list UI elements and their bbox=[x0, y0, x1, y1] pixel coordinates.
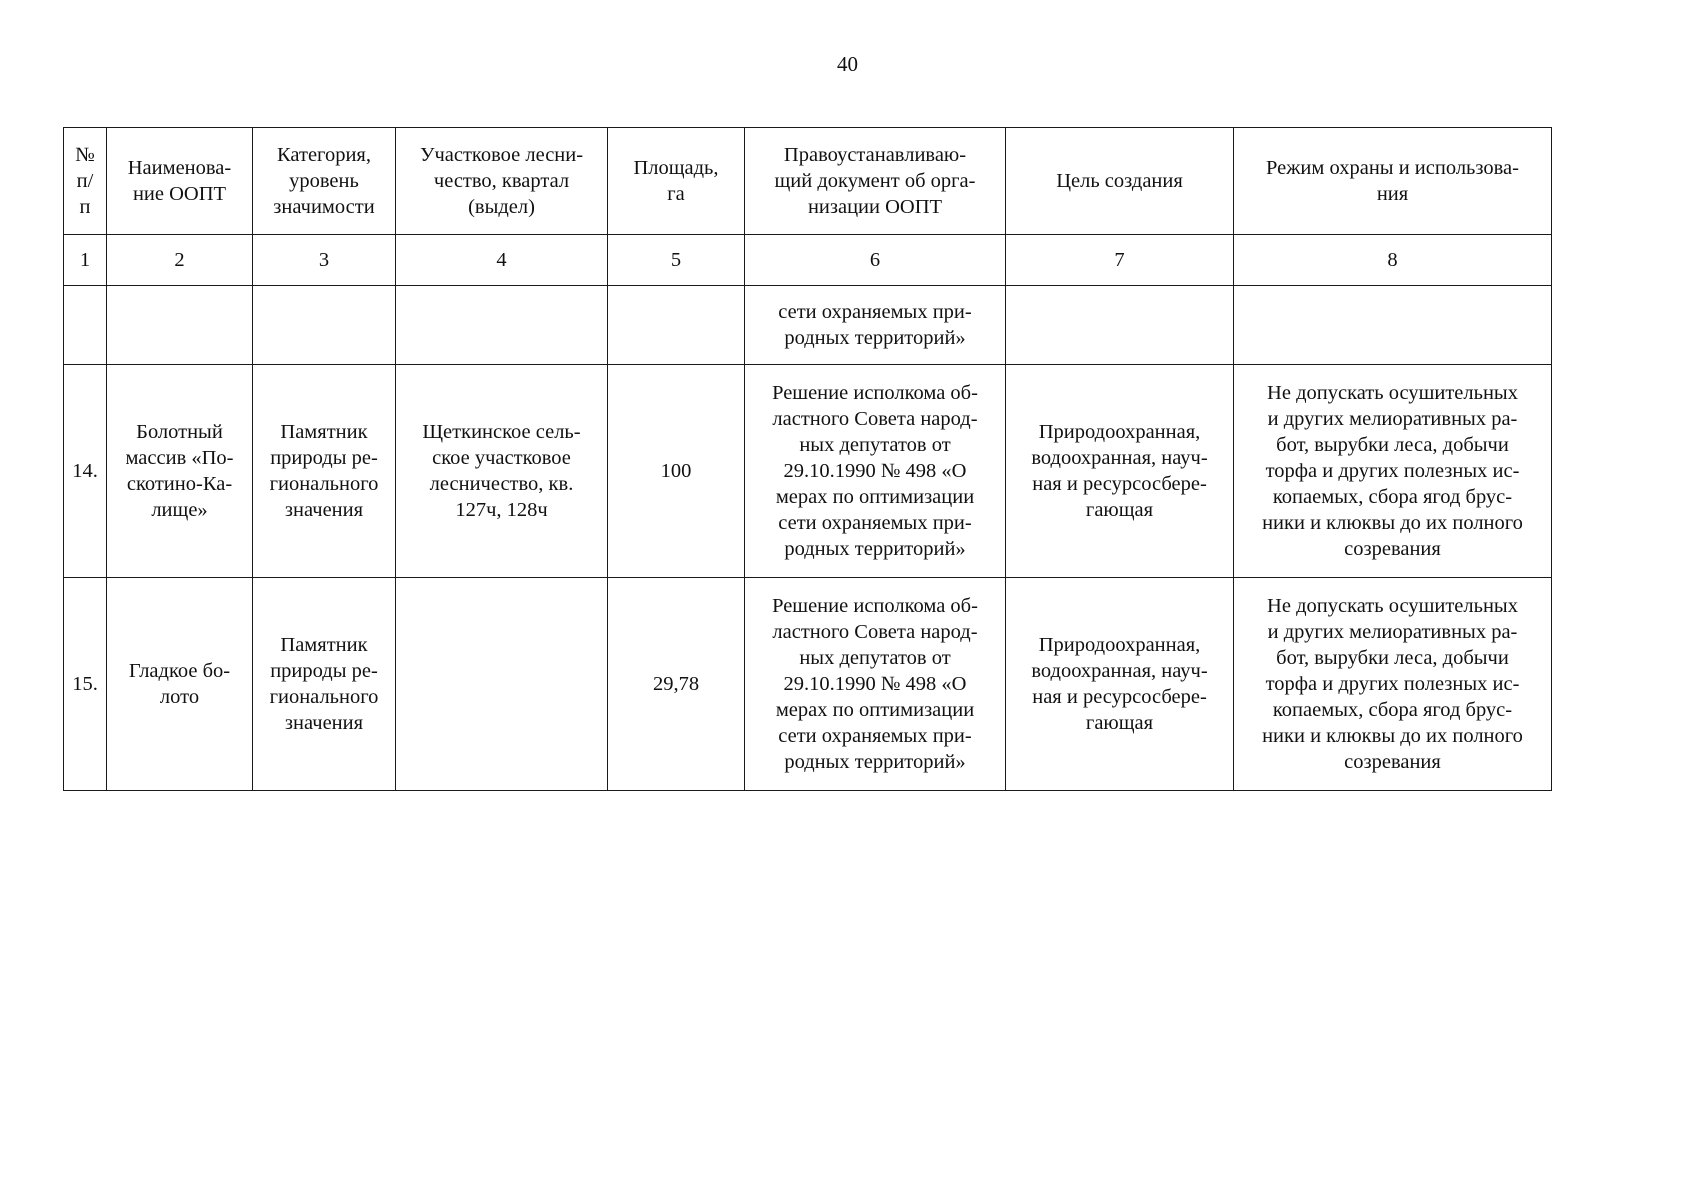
cell-text-line: ние ООПТ bbox=[132, 183, 227, 205]
column-number: 6 bbox=[745, 235, 1006, 286]
cell-text-line: гающая bbox=[1085, 712, 1154, 735]
empty-cell bbox=[608, 286, 745, 365]
forestry-cell bbox=[396, 365, 608, 578]
continuation-row bbox=[64, 286, 1552, 365]
cell-text-line: Не допускать осушительных bbox=[1267, 381, 1518, 404]
cell-text-line: низации ООПТ bbox=[807, 196, 943, 219]
cell-text-line: сети охраняемых при- bbox=[778, 725, 972, 748]
cell-text-line: Решение исполкома об- bbox=[772, 381, 978, 404]
table-row bbox=[64, 578, 1552, 791]
cell-text-line: ния bbox=[1376, 183, 1409, 205]
document-cell bbox=[745, 578, 1006, 791]
regime-cell bbox=[1234, 365, 1552, 578]
forestry-cell bbox=[396, 578, 608, 791]
document-cell bbox=[745, 365, 1006, 578]
cell-text-line: Решение исполкома об- bbox=[772, 594, 978, 617]
cell-text-line: значения bbox=[284, 499, 364, 522]
column-number: 2 bbox=[107, 235, 253, 286]
row-number-cell: 15. bbox=[64, 578, 107, 791]
column-number: 1 bbox=[64, 235, 107, 286]
header-row bbox=[64, 128, 1552, 235]
column-number: 8 bbox=[1234, 235, 1552, 286]
cell-text-line: бот, вырубки леса, добычи bbox=[1276, 646, 1509, 669]
purpose-cell bbox=[1006, 365, 1234, 578]
table-row bbox=[64, 365, 1552, 578]
cell-text-line: сети охраняемых при- bbox=[778, 512, 972, 535]
regime-cell bbox=[1234, 578, 1552, 791]
column-number: 5 bbox=[608, 235, 745, 286]
cell-text-line: бот, вырубки леса, добычи bbox=[1276, 433, 1509, 456]
cell-text-line: значения bbox=[284, 712, 364, 735]
category-cell bbox=[253, 365, 396, 578]
purpose-cell bbox=[1006, 578, 1234, 791]
cell-text-line: и других мелиоративных ра- bbox=[1267, 620, 1518, 643]
header-cell-category bbox=[253, 128, 396, 235]
cell-text-line: га bbox=[667, 183, 685, 205]
cell-text-line: уровень bbox=[289, 169, 359, 192]
cell-text-line: № bbox=[75, 143, 95, 166]
empty-cell bbox=[1234, 286, 1552, 365]
cell-text-line: природы ре- bbox=[270, 659, 378, 682]
header-cell-area bbox=[608, 128, 745, 235]
cell-text-line: сети охраняемых при- bbox=[778, 300, 972, 323]
column-number-row bbox=[64, 235, 1552, 286]
cell-text-line: ная и ресурсосбере- bbox=[1032, 686, 1207, 708]
cell-text-line: массив «По- bbox=[125, 446, 234, 469]
header-cell-purpose bbox=[1006, 128, 1234, 235]
empty-cell bbox=[107, 286, 253, 365]
name-cell bbox=[107, 578, 253, 791]
cell-text-line: гающая bbox=[1085, 499, 1154, 522]
document-cell bbox=[745, 286, 1006, 365]
cell-text-line: родных территорий» bbox=[784, 327, 966, 349]
empty-cell bbox=[64, 286, 107, 365]
cell-text-line: водоохранная, науч- bbox=[1031, 659, 1208, 682]
cell-text-line: Не допускать осушительных bbox=[1267, 594, 1518, 617]
empty-cell bbox=[1006, 286, 1234, 365]
cell-text-line: гионального bbox=[269, 686, 379, 708]
header-cell-forestry bbox=[396, 128, 608, 235]
cell-text-line: Категория, bbox=[277, 143, 371, 166]
cell-text-line: скотино-Ка- bbox=[126, 473, 233, 495]
header-cell-name bbox=[107, 128, 253, 235]
header-cell-regime bbox=[1234, 128, 1552, 235]
cell-text-line: Гладкое бо- bbox=[128, 659, 231, 682]
cell-text-line: ная и ресурсосбере- bbox=[1032, 473, 1207, 495]
cell-text-line: родных территорий» bbox=[784, 751, 966, 774]
cell-text-line: ных депутатов от bbox=[799, 646, 951, 669]
cell-text-line: ластного Совета народ- bbox=[772, 620, 978, 643]
cell-text-line: копаемых, сбора ягод брус- bbox=[1272, 486, 1513, 509]
oopt-table bbox=[63, 127, 1552, 791]
cell-text-line: Природоохранная, bbox=[1038, 633, 1201, 656]
column-number: 7 bbox=[1006, 235, 1234, 286]
empty-cell bbox=[253, 286, 396, 365]
cell-text-line: щий документ об орга- bbox=[774, 169, 976, 192]
name-cell bbox=[107, 365, 253, 578]
cell-text-line: природы ре- bbox=[270, 446, 378, 469]
cell-text-line: и других мелиоративных ра- bbox=[1267, 407, 1518, 430]
cell-text-line: ластного Совета народ- bbox=[772, 407, 978, 430]
cell-text-line: п bbox=[79, 196, 91, 219]
cell-text-line: п/ bbox=[76, 169, 94, 192]
cell-text-line: Природоохранная, bbox=[1038, 420, 1201, 443]
cell-text-line: Площадь, bbox=[633, 156, 719, 179]
cell-text-line: Наименова- bbox=[127, 156, 232, 179]
cell-text-line: ники и клюквы до их полного bbox=[1262, 725, 1523, 748]
cell-text-line: Участковое лесни- bbox=[419, 143, 584, 166]
page-number: 40 bbox=[837, 52, 858, 76]
cell-text-line: созревания bbox=[1344, 538, 1441, 561]
header-cell-document bbox=[745, 128, 1006, 235]
cell-text-line: созревания bbox=[1344, 751, 1441, 774]
row-number-cell: 14. bbox=[64, 365, 107, 578]
cell-text-line: чество, квартал bbox=[433, 169, 570, 192]
cell-text-line: лище» bbox=[151, 499, 208, 522]
cell-text-line: гионального bbox=[269, 473, 379, 495]
empty-cell bbox=[396, 286, 608, 365]
cell-text-line: значимости bbox=[273, 196, 375, 219]
cell-text-line: Болотный bbox=[136, 420, 223, 443]
cell-text-line: Щеткинское сель- bbox=[422, 420, 581, 443]
cell-text-line: 29.10.1990 № 498 «О bbox=[783, 672, 967, 695]
area-cell: 100 bbox=[608, 365, 745, 578]
cell-text-line: мерах по оптимизации bbox=[775, 486, 975, 509]
cell-text-line: 29.10.1990 № 498 «О bbox=[783, 459, 967, 482]
cell-text-line: лото bbox=[159, 686, 200, 708]
area-cell: 29,78 bbox=[608, 578, 745, 791]
cell-text-line: водоохранная, науч- bbox=[1031, 446, 1208, 469]
category-cell bbox=[253, 578, 396, 791]
cell-text-line: лесничество, кв. bbox=[429, 473, 574, 495]
cell-text-line: торфа и других полезных ис- bbox=[1265, 459, 1520, 482]
cell-text-line: Режим охраны и использова- bbox=[1266, 156, 1519, 179]
column-number: 4 bbox=[396, 235, 608, 286]
cell-text-line: 127ч, 128ч bbox=[455, 499, 548, 522]
cell-text-line: родных территорий» bbox=[784, 538, 966, 561]
header-cell-number bbox=[64, 128, 107, 235]
cell-text-line: копаемых, сбора ягод брус- bbox=[1272, 699, 1513, 722]
cell-text-line: Памятник bbox=[280, 420, 368, 443]
cell-text-line: Правоустанавливаю- bbox=[783, 143, 967, 166]
cell-text-line: ское участковое bbox=[432, 446, 571, 469]
cell-text-line: торфа и других полезных ис- bbox=[1265, 672, 1520, 695]
column-number: 3 bbox=[253, 235, 396, 286]
cell-text-line: (выдел) bbox=[468, 196, 535, 219]
cell-text-line: ных депутатов от bbox=[799, 433, 951, 456]
cell-text-line: Памятник bbox=[280, 633, 368, 656]
cell-text-line: Цель создания bbox=[1056, 169, 1183, 192]
cell-text-line: мерах по оптимизации bbox=[775, 699, 975, 722]
cell-text-line: ники и клюквы до их полного bbox=[1262, 512, 1523, 535]
